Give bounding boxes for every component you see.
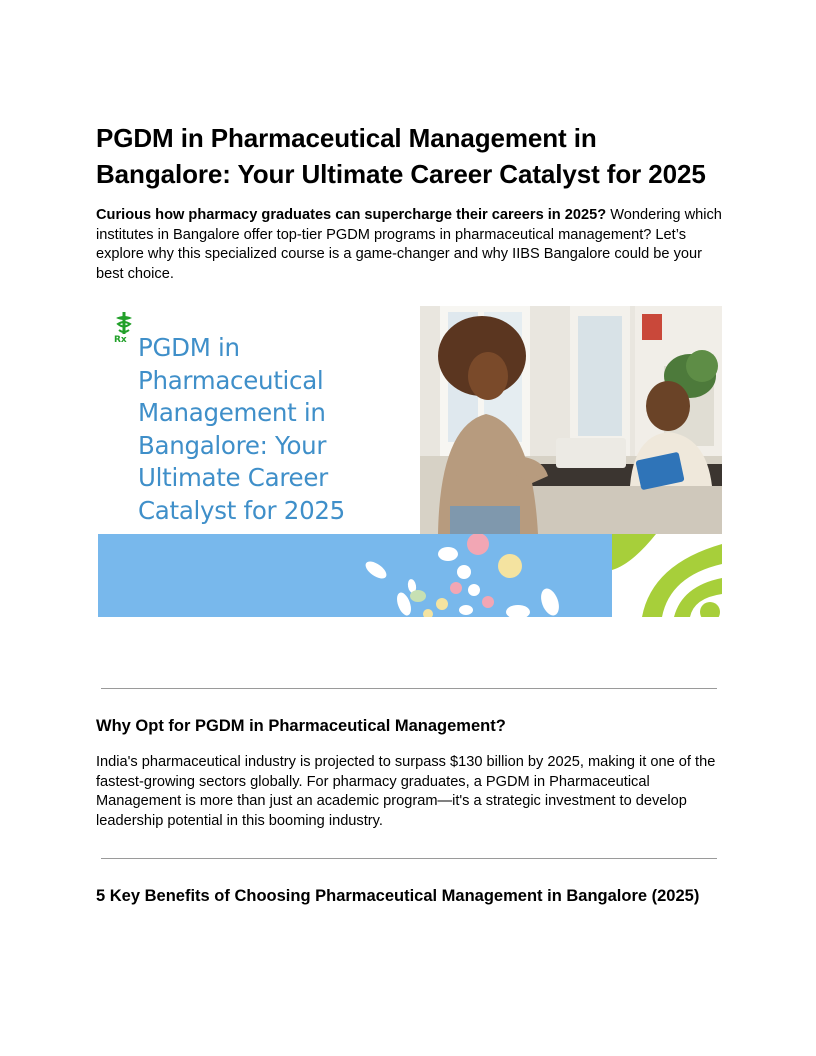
section-paragraph-why: India's pharmaceutical industry is projected to surpass $130 billion by 2025, making it one of the fastest-growing sectors globally. For pharmacy graduates, a PGDM in Pharmaceutical Management is more than just an academic program—it's a strategic investment to develop leadership potential in this booming industry. [96,754,716,829]
section-heading-benefits: 5 Key Benefits of Choosing Pharmaceutical Management in Bangalore (2025) [96,887,700,905]
svg-text:Rx: Rx [114,335,127,344]
banner-image [98,306,722,617]
pharmacy-counter-photo [420,306,722,534]
document-page [96,120,722,617]
banner-text-panel [98,306,420,534]
pharmacy-rx-icon [110,310,138,344]
green-arc-graphic [612,534,722,617]
intro-bold-text: Curious how pharmacy graduates can supercharge their careers in 2025? [96,207,607,223]
divider [101,688,717,689]
section-heading-why: Why Opt for PGDM in Pharmaceutical Management? [96,717,506,735]
pills-strip [98,534,612,617]
page-title: PGDM in Pharmaceutical Management in Bangalore: Your Ultimate Career Catalyst for 2025 [96,123,706,189]
divider [101,858,717,859]
intro-text: Wondering which institutes in Bangalore offer top-tier PGDM programs in pharmaceutical management? Let’s explore why this specialized course is a game-changer and why IIBS Bangalore could be your best choice. [96,207,722,282]
intro-paragraph [96,206,722,284]
banner-title: PGDM in Pharmaceutical Management in Bangalore: Your Ultimate Career Catalyst for 2025 [138,333,345,525]
